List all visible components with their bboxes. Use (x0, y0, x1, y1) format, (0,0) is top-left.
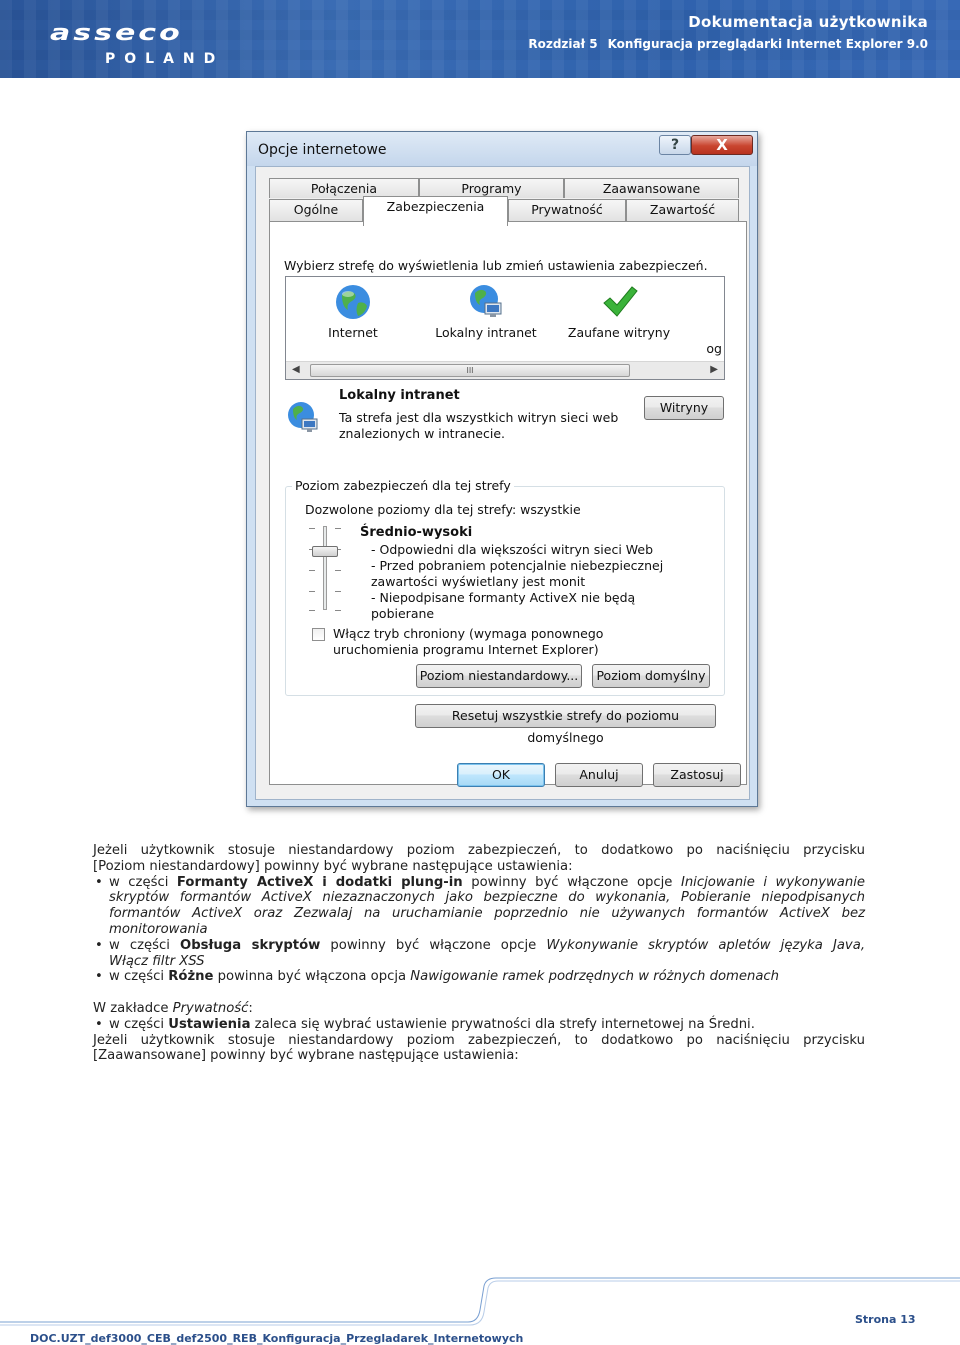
zone-overflow-label: og (706, 341, 722, 356)
zone-local-intranet-label: Lokalny intranet (435, 325, 537, 340)
dialog-title: Opcje internetowe (258, 142, 387, 158)
tab-programs[interactable]: Programy (419, 178, 564, 198)
security-level-label: Poziom zabezpieczeń dla tej strefy (292, 478, 514, 493)
zone-list[interactable] (285, 276, 725, 380)
internet-options-dialog (246, 131, 758, 807)
custom-level-button[interactable]: Poziom niestandardowy... (416, 664, 582, 688)
apply-button[interactable]: Zastosuj (653, 763, 741, 787)
scroll-right-arrow-icon[interactable]: ▶ (710, 364, 718, 375)
zone-internet-label: Internet (328, 325, 378, 340)
chapter-number: Rozdział 5 (528, 37, 598, 51)
level-line-4: - Niepodpisane formanty ActiveX nie będą pobierane (371, 590, 636, 621)
bullet-misc: • w części Różne powinna być włączona opcja Nawigowanie ramek podrzędnych w różnych domenach (93, 969, 865, 985)
zone-horizontal-scrollbar[interactable] (286, 361, 724, 379)
level-line-1: - Odpowiedni dla większości witryn sieci Web (371, 542, 654, 557)
protected-mode-checkbox[interactable] (312, 628, 325, 641)
scroll-thumb[interactable]: III (310, 364, 630, 377)
zone-trusted-sites[interactable] (564, 283, 674, 340)
zone-internet[interactable] (298, 283, 408, 340)
security-level-name: Średnio-wysoki (360, 525, 473, 540)
scroll-left-arrow-icon[interactable]: ◀ (292, 364, 300, 375)
sites-button[interactable]: Witryny (644, 396, 724, 420)
selected-zone-icon (285, 400, 321, 436)
tab-general[interactable]: Ogólne (269, 199, 363, 221)
level-line-2: - Przed pobraniem potencjalnie niebezpiecznej (371, 558, 664, 573)
chapter-title: Konfiguracja przeglądarki Internet Explorer 9.0 (607, 37, 928, 51)
tab-privacy[interactable]: Prywatność (508, 199, 626, 221)
allowed-levels-text: Dozwolone poziomy dla tej strefy: wszystkie (305, 502, 581, 517)
zone-local-intranet[interactable] (431, 283, 541, 340)
page-number: Strona 13 (855, 1313, 916, 1326)
page-header (0, 0, 960, 78)
tab-security[interactable]: Zabezpieczenia (363, 196, 508, 226)
zone-trusted-sites-label: Zaufane witryny (567, 325, 671, 340)
body-text (93, 843, 865, 1064)
dialog-titlebar (247, 132, 757, 166)
document-id: DOC.UZT_def3000_CEB_def2500_REB_Konfiguracja_Przegladarek_Internetowych (30, 1332, 524, 1345)
tab-advanced[interactable]: Zaawansowane (564, 178, 739, 198)
checkmark-icon (600, 283, 638, 321)
globe-icon (334, 283, 372, 321)
document-title: Dokumentacja użytkownika (688, 13, 928, 31)
bullet-privacy-settings: • w części Ustawienia zaleca się wybrać ustawienie prywatności dla strefy internetowej na Średni. (93, 1017, 865, 1033)
selected-zone-title: Lokalny intranet (339, 388, 460, 403)
level-line-3: zawartości wyświetlany jest monit (371, 574, 586, 589)
protected-mode-label: Włącz tryb chroniony (wymaga ponownego uruchomienia programu Internet Explorer) (333, 626, 604, 657)
logo-wordmark: asseco (50, 19, 183, 46)
selected-zone-description: Ta strefa jest dla wszystkich witryn sieci web znalezionych w intranecie. (339, 410, 619, 441)
slider-knob[interactable] (312, 546, 338, 557)
asseco-logo (50, 19, 260, 70)
protected-mode-option[interactable] (313, 626, 693, 658)
privacy-heading: W zakładce Prywatność: (93, 1000, 253, 1016)
intranet-globe-icon (467, 283, 505, 321)
zone-select-heading: Wybierz strefę do wyświetlenia lub zmień ustawienia zabezpieczeń. (284, 258, 708, 273)
security-level-slider[interactable] (307, 524, 347, 614)
tab-content[interactable]: Zawartość (626, 199, 739, 221)
close-button[interactable]: X (691, 135, 753, 155)
ok-button[interactable]: OK (457, 763, 545, 787)
default-level-button[interactable]: Poziom domyślny (592, 664, 710, 688)
advanced-line-1: Jeżeli użytkownik stosuje niestandardowy poziom zabezpieczeń, to dodatkowo po naciśnięciu przycisku (93, 1032, 865, 1048)
intro-line-2: [Poziom niestandardowy] powinny być wybrane następujące ustawienia: (93, 858, 573, 874)
reset-all-zones-button[interactable]: Resetuj wszystkie strefy do poziomu domyślnego (415, 704, 716, 728)
bullet-scripting: • w części Obsługa skryptów powinny być włączone opcje Wykonywanie skryptów apletów języka Java, Włącz filtr XSS (93, 938, 865, 970)
tab-connections[interactable]: Połączenia (269, 178, 419, 198)
security-level-description (371, 542, 701, 622)
help-button[interactable]: ? (659, 135, 691, 155)
cancel-button[interactable]: Anuluj (555, 763, 643, 787)
slider-track[interactable] (323, 526, 327, 610)
chapter-heading (528, 37, 928, 51)
logo-subtitle: POLAND (105, 51, 225, 67)
intro-line-1: Jeżeli użytkownik stosuje niestandardowy poziom zabezpieczeń, to dodatkowo po naciśnięciu przycisku (93, 843, 865, 858)
advanced-line-2: [Zaawansowane] powinny być wybrane następujące ustawienia: (93, 1048, 519, 1064)
bullet-activex: • w części Formanty ActiveX i dodatki plung-in powinny być włączone opcje Inicjowanie i wykonywanie skryptów formantów ActiveX niezaznaczonych jako bezpieczne do wykonania, Pobieranie niepodpisanych formantów ActiveX oraz Zezwalaj na uruchamianie poprzednio nie używanych formantów ActiveX bez monitorowania (93, 875, 865, 938)
